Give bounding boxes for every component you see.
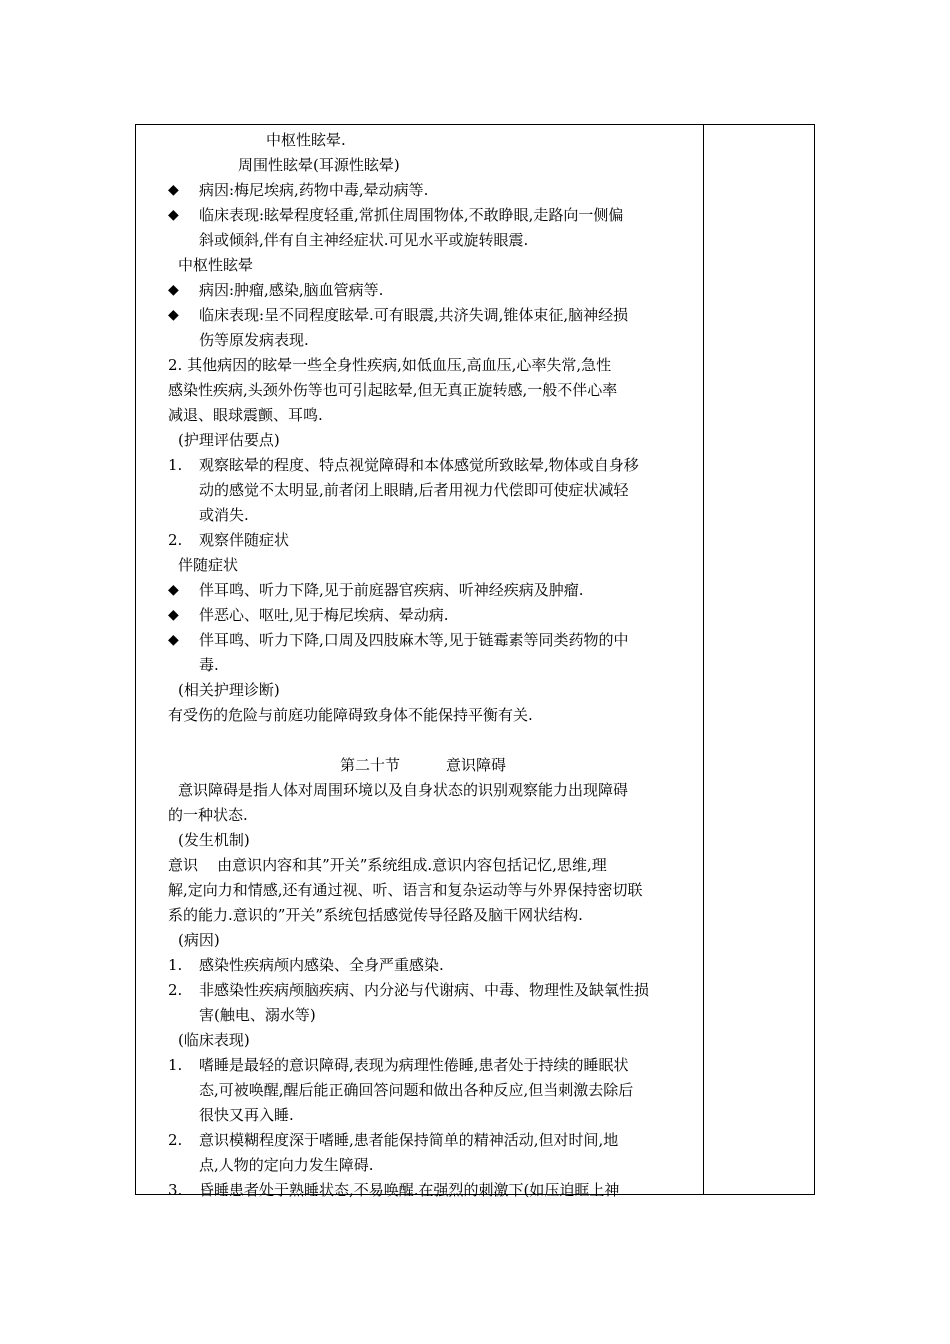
- section-label: (发生机制): [178, 831, 250, 849]
- bullet-item: ◆ 伴恶心、呕吐,见于梅尼埃病、晕动病.: [168, 603, 698, 628]
- paragraph-line: 减退、眼球震颤、耳鸣.: [168, 406, 323, 424]
- numbered-item: 1. 感染性疾病颅内感染、全身严重感染.: [168, 953, 698, 978]
- item-number: 1.: [168, 1056, 183, 1074]
- paragraph-line: 感染性疾病,头颈外伤等也可引起眩晕,但无真正旋转感,一般不伴心率: [168, 381, 618, 399]
- section-title: [168, 753, 698, 778]
- bullet-item: ◆ 病因:肿瘤,感染,脑血管病等.: [168, 278, 698, 303]
- diamond-bullet-icon: ◆: [168, 207, 179, 223]
- bullet-item: ◆ 临床表现:眩晕程度轻重,常抓住周围物体,不敢睁眼,走路向一侧偏 斜或倾斜,伴有自主神经症状.可见水平或旋转眼震.: [168, 203, 698, 253]
- section-number: 第二十节: [339, 756, 400, 774]
- paragraph-line: 的一种状态.: [168, 806, 248, 824]
- diamond-bullet-icon: ◆: [168, 307, 179, 323]
- item-number: 1.: [168, 456, 183, 474]
- item-number: 1.: [168, 956, 183, 974]
- diamond-bullet-icon: ◆: [168, 632, 179, 648]
- diamond-bullet-icon: ◆: [168, 282, 179, 298]
- diamond-bullet-icon: ◆: [168, 182, 179, 198]
- paragraph-line: 意识 由意识内容和其”开关”系统组成.意识内容包括记忆,思维,理: [168, 856, 607, 874]
- subheading: 中枢性眩晕: [178, 256, 254, 274]
- bullet-item: ◆ 临床表现:呈不同程度眩晕.可有眼震,共济失调,锥体束征,脑神经损 伤等原发病表现.: [168, 303, 698, 353]
- section-name: 意识障碍: [446, 756, 507, 774]
- paragraph-line: 2. 其他病因的眩晕一些全身性疾病,如低血压,高血压,心率失常,急性: [168, 356, 612, 374]
- bullet-item: ◆ 伴耳鸣、听力下降,口周及四肢麻木等,见于链霉素等同类药物的中 毒.: [168, 628, 698, 678]
- numbered-item: 2. 非感染性疾病颅脑疾病、内分泌与代谢病、中毒、物理性及缺氧性损 害(触电、溺水等): [168, 978, 698, 1028]
- section-label: (相关护理诊断): [178, 681, 280, 699]
- blank-line: [168, 728, 698, 753]
- item-number: 3.: [168, 1181, 183, 1199]
- item-number: 2.: [168, 1131, 183, 1149]
- bullet-item: ◆ 伴耳鸣、听力下降,见于前庭器官疾病、听神经疾病及肿瘤.: [168, 578, 698, 603]
- numbered-item: 2. 观察伴随症状: [168, 528, 698, 553]
- paragraph-line: 意识障碍是指人体对周围环境以及自身状态的识别观察能力出现障碍: [178, 781, 629, 799]
- numbered-item: 1. 观察眩晕的程度、特点视觉障碍和本体感觉所致眩晕,物体或自身移 动的感觉不太明显,前者闭上眼睛,后者用视力代偿即可使症状减轻 或消失.: [168, 453, 698, 528]
- diamond-bullet-icon: ◆: [168, 607, 179, 623]
- section-label: (病因): [178, 931, 220, 949]
- item-number: 2.: [168, 531, 183, 549]
- diamond-bullet-icon: ◆: [168, 582, 179, 598]
- paragraph-line: 解,定向力和情感,还有通过视、听、语言和复杂运动等与外界保持密切联: [168, 881, 643, 899]
- section-label: (临床表现): [178, 1031, 250, 1049]
- document-body: [168, 128, 698, 1203]
- text-line: 周围性眩晕(耳源性眩晕): [238, 156, 400, 174]
- numbered-item: 1. 嗜睡是最轻的意识障碍,表现为病理性倦睡,患者处于持续的睡眠状 态,可被唤醒,醒后能正确回答问题和做出各种反应,但当刺激去除后 很快又再入睡.: [168, 1053, 698, 1128]
- numbered-item: 2. 意识模糊程度深于嗜睡,患者能保持简单的精神活动,但对时间,地 点,人物的定向力发生障碍.: [168, 1128, 698, 1178]
- column-divider: [703, 124, 704, 1195]
- bullet-item: ◆ 病因:梅尼埃病,药物中毒,晕动病等.: [168, 178, 698, 203]
- paragraph-line: 系的能力.意识的”开关”系统包括感觉传导径路及脑干网状结构.: [168, 906, 583, 924]
- numbered-item: 3. 昏睡患者处于熟睡状态,不易唤醒.在强烈的刺激下(如压迫眶上神: [168, 1178, 698, 1203]
- section-label: (护理评估要点): [178, 431, 280, 449]
- paragraph-line: 有受伤的危险与前庭功能障碍致身体不能保持平衡有关.: [168, 706, 533, 724]
- subheading: 伴随症状: [178, 556, 239, 574]
- text-line: 中枢性眩晕.: [266, 131, 346, 149]
- item-number: 2.: [168, 981, 183, 999]
